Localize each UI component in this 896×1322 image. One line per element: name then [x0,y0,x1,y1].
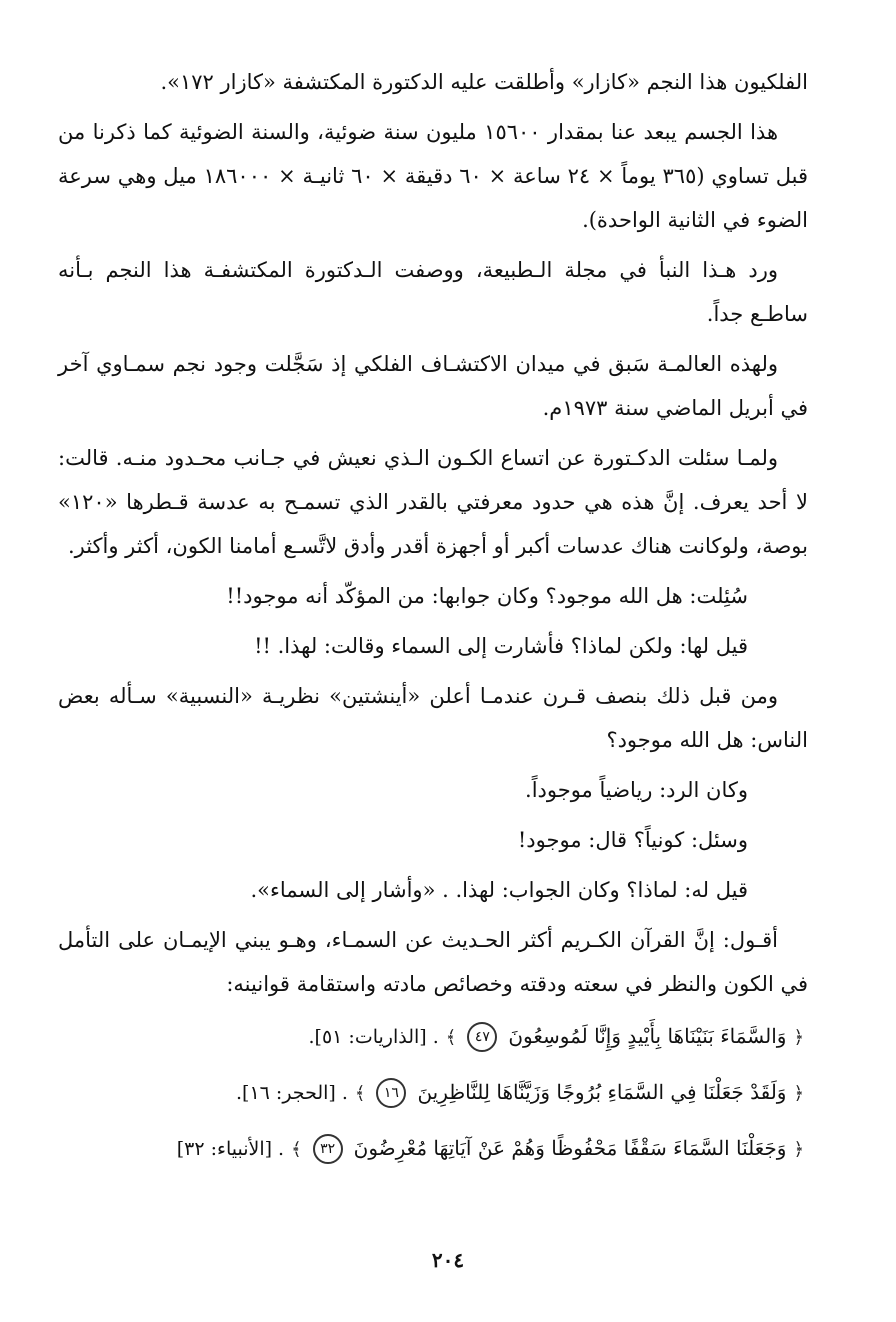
ayah-number-icon: ٣٢ [313,1134,343,1164]
verse-open-bracket: ﴿ [793,1027,804,1048]
paragraph: وكان الرد: رياضياً موجوداً. [525,778,748,802]
quran-verse [58,1068,808,1118]
verse-open-bracket: ﴿ [793,1139,804,1160]
paragraph: ولمـا سئلت الدكـتورة عن اتساع الكـون الـذي نعيش في جـانب محـدود منـه. قالت: لا أحد يعرف. إنَّ هذه هي حدود معرفتي بالقدر الذي تسمـح به عدسة قـطرها «١٢٠» بوصة، ولوكانت هناك عدسات أكبر أو أجهزة أقدر وأدق لاتَّسـع أمامنا الكون، أكثر وأكثر. [58,446,808,558]
verse-text: وَالسَّمَاءَ بَنَيْنَاهَا بِأَيْيدٍ وَإِنَّا لَمُوسِعُونَ [508,1024,787,1048]
verse-reference: . [الأنبياء: ٣٢] [176,1138,285,1160]
paragraph: قيل لها: ولكن لماذا؟ فأشارت إلى السماء وقالت: لهذا. !! [254,634,748,658]
paragraph: سُئِلت: هل الله موجود؟ وكان جوابها: من المؤكّد أنه موجود!! [226,584,748,608]
quran-verse [58,1124,808,1174]
paragraph: ولهذه العالمـة سَبق في ميدان الاكتشـاف الفلكي إذ سَجَّلت وجود نجم سمـاوي آخر في أبريل الماضي سنة ١٩٧٣م. [58,352,808,420]
paragraph: الفلكيون هذا النجم «كازار» وأطلقت عليه الدكتورة المكتشفة «كازار ١٧٢». [160,70,808,94]
paragraph: هذا الجسم يبعد عنا بمقدار ١٥٦٠٠ مليون سنة ضوئية، والسنة الضوئية كما ذكرنا من قبل تساوي (٣٦٥ يوماً × ٢٤ ساعة × ٦٠ دقيقة × ٦٠ ثانيـة × ١٨٦٠٠٠ ميل وهي سرعة الضوء في الثانية الواحدة). [58,120,808,232]
page-number: ٢٠٤ [431,1248,465,1272]
paragraph: ورد هـذا النبأ في مجلة الـطبيعة، ووصفت الـدكتورة المكتشفـة هذا النجم بـأنه ساطـع جداً. [58,258,808,326]
paragraph: وسئل: كونياً؟ قال: موجود! [517,828,748,852]
ayah-number-icon: ١٦ [376,1078,406,1108]
paragraph: قيل له: لماذا؟ وكان الجواب: لهذا. . «وأشار إلى السماء». [250,878,748,902]
verse-text: وَجَعَلْنَا السَّمَاءَ سَقْفًا مَحْفُوظًا وَهُمْ عَنْ آيَاتِهَا مُعْرِضُونَ [353,1136,787,1160]
verse-close-bracket: ﴾ [291,1139,302,1160]
verse-open-bracket: ﴿ [793,1083,804,1104]
verse-reference: . [الذاريات: ٥١]. [308,1026,439,1048]
ayah-number-icon: ٤٧ [467,1022,497,1052]
verse-text: وَلَقَدْ جَعَلْنَا فِي السَّمَاءِ بُرُوجًا وَزَيَّنَّاهَا لِلنَّاظِرِينَ [417,1080,787,1104]
paragraph: ومن قبل ذلك بنصف قـرن عندمـا أعلن «أينشتين» نظريـة «النسبية» سـأله بعض الناس: هل الله موجود؟ [58,684,808,752]
paragraph: أقـول: إنَّ القرآن الكـريم أكثر الحـديث عن السمـاء، وهـو يبني الإيمـان على التأمل في الكون والنظر في سعته ودقته وخصائص مادته واستقامة قوانينه: [58,928,808,996]
verse-close-bracket: ﴾ [445,1027,457,1048]
quran-verse [58,1012,808,1062]
verse-reference: . [الحجر: ١٦]. [236,1082,348,1104]
verse-close-bracket: ﴾ [354,1083,366,1104]
